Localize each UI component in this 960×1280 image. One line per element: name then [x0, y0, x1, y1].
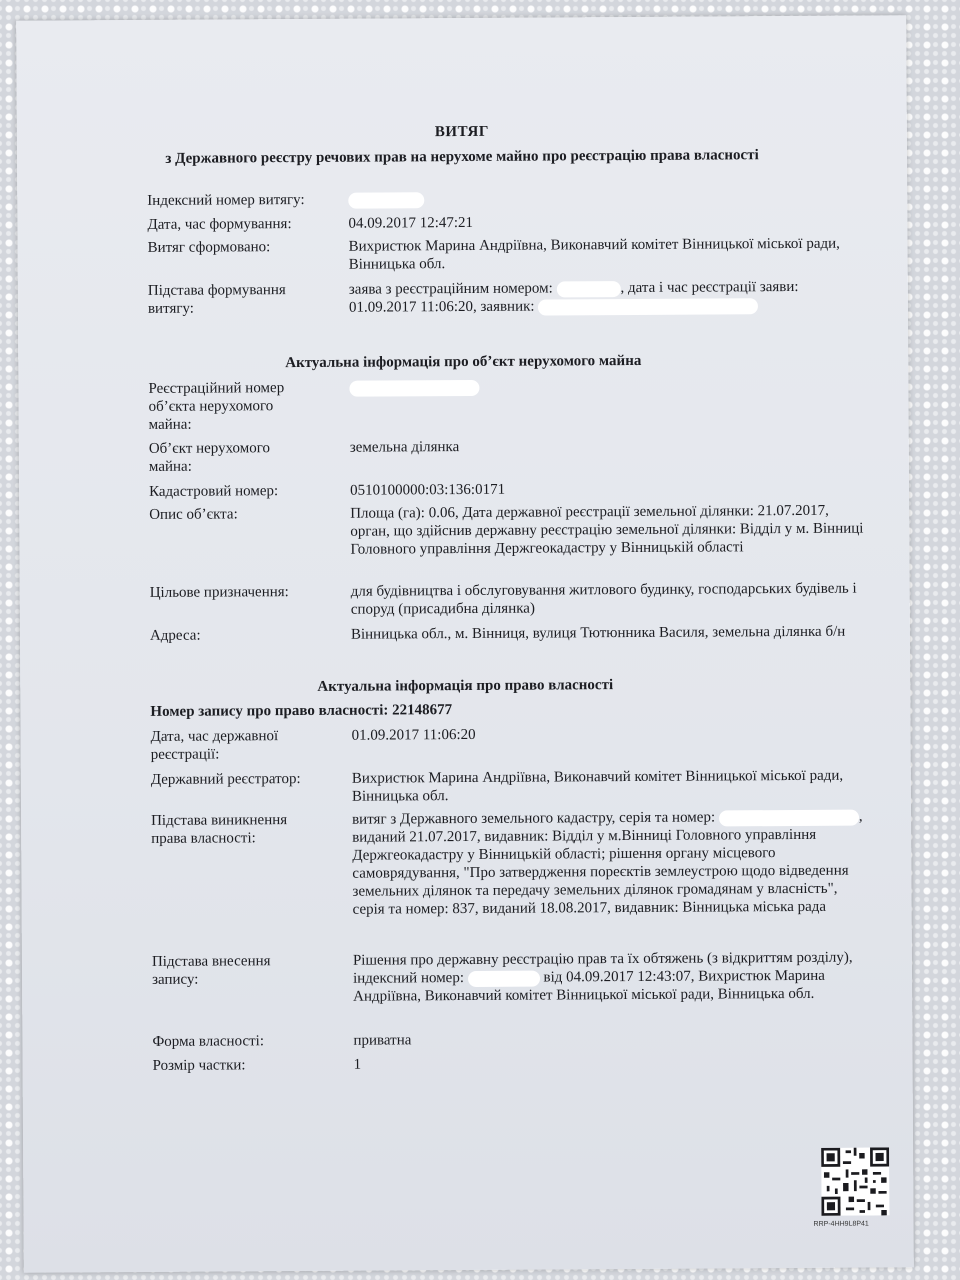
field-value: земельна ділянка	[349, 439, 460, 456]
value-part: заява з реєстраційним номером:	[348, 280, 557, 298]
field-label: Форма власності:	[152, 1033, 265, 1050]
value-part: Рішення про державну реєстрацію прав та їх обтяжень (з відкриттям розділу), індексний номер:	[352, 949, 853, 987]
field-object-type	[149, 436, 869, 480]
field-cadastral-number	[149, 479, 869, 503]
field-label: Витяг сформовано:	[147, 239, 271, 256]
field-label: Підстава формування витягу:	[147, 282, 286, 317]
redaction-mark	[468, 970, 540, 986]
field-value	[352, 808, 873, 919]
field-label: Об’єкт нерухомого майна:	[148, 440, 271, 475]
field-object-description	[149, 502, 869, 582]
field-value	[348, 188, 868, 209]
field-label: Підстава внесення запису:	[151, 953, 271, 988]
qr-code-caption: RRP-4HH9L8P41	[813, 1220, 869, 1228]
field-intended-purpose	[150, 580, 870, 624]
document-title: ВИТЯГ	[434, 123, 489, 141]
field-share-size	[153, 1053, 873, 1077]
value-part: витяг з Державного земельного кадастру, серія та номер:	[352, 809, 719, 828]
field-label: Реєстраційний номер об’єкта нерухомого майна:	[148, 380, 285, 433]
object-section-heading: Актуальна інформація про об’єкт нерухомого майна	[285, 352, 642, 372]
redaction-mark	[538, 298, 758, 315]
field-value: 0510100000:03:136:0171	[350, 481, 506, 499]
field-value: Вінницька обл., м. Вінниця, вулиця Тютюнника Василя, земельна ділянка б/н	[350, 623, 846, 643]
field-label: Дата, час формування:	[147, 216, 292, 233]
field-label: Підстава виникнення права власності:	[151, 812, 288, 847]
field-value: 04.09.2017 12:47:21	[348, 214, 474, 232]
field-formation-basis	[148, 278, 868, 322]
qr-code-icon	[821, 1147, 889, 1215]
field-label: Опис об’єкта:	[149, 506, 238, 523]
field-label: Індексний номер витягу:	[147, 191, 305, 209]
field-value	[349, 278, 869, 317]
field-value: приватна	[353, 1032, 412, 1049]
field-value	[349, 376, 869, 397]
field-formed-by	[148, 235, 868, 279]
redaction-mark	[719, 809, 859, 826]
field-label: Цільове призначення:	[149, 584, 289, 601]
field-state-registrar	[151, 767, 871, 811]
field-value: Вихристюк Марина Андріївна, Виконавчий комітет Вінницької міської ради, Вінницька обл.	[351, 767, 844, 805]
field-formed-datetime	[147, 212, 867, 236]
document-subtitle: з Державного реєстру речових прав на нерухоме майно про реєстрацію права власності	[165, 147, 759, 167]
field-address	[150, 623, 870, 667]
field-registration-datetime	[151, 724, 871, 768]
field-value: Вихристюк Марина Андріївна, Виконавчий комітет Вінницької міської ради, Вінницька обл.	[348, 235, 840, 273]
field-label: Розмір частки:	[152, 1057, 246, 1074]
field-label: Державний реєстратор:	[150, 771, 301, 788]
document-page	[16, 15, 914, 1272]
field-value: 01.09.2017 11:06:20	[351, 726, 476, 744]
field-label: Кадастровий номер:	[149, 483, 279, 500]
redaction-mark	[556, 281, 620, 297]
field-value: Площа (га): 0.06, Дата державної реєстрації земельної ділянки: 21.07.2017, орган, що здійснив державну реєстрацію земельної ділянки: Відділ у м. Вінниці Головного управління Держгеокадастру у Вінницькій області	[350, 502, 864, 558]
field-value: для будівництва і обслуговування житлового будинку, господарських будівель і споруд (присадибна ділянка)	[350, 580, 857, 618]
field-object-reg-number	[148, 376, 868, 438]
redaction-mark	[348, 192, 424, 208]
field-ownership-form	[152, 1029, 872, 1053]
field-extract-index	[147, 188, 867, 212]
ownership-section-heading: Актуальна інформація про право власності	[317, 677, 614, 695]
value-part: , дата і час реєстрації заяви: 01.09.2017 11:06:20, заявник:	[348, 278, 799, 316]
value-part: від 04.09.2017 12:43:07, Вихристюк Марина Андріївна, Виконавчий комітет Вінницької міської ради, Вінницька обл.	[353, 967, 825, 1005]
field-label: Адреса:	[149, 627, 201, 644]
field-ownership-basis	[151, 808, 872, 962]
ownership-record-number: Номер запису про право власності: 22148677	[150, 702, 453, 720]
field-entry-basis	[152, 949, 872, 1033]
field-value	[353, 949, 873, 1006]
value-part: , виданий 21.07.2017, видавник: Відділ у м.Вінниці Головного управління Держгеокадастру у Вінницькій області; рішення органу місцевого самоврядування, "Про затвердження пореєктів землеустрою щодо відведення земельних ділянок та передачу земельних ділянок громадянам у власність", серія та номер: 837, виданий 18.08.2017, видавник: Вінницька міська рада	[352, 808, 863, 918]
redaction-mark	[349, 379, 479, 396]
field-label: Дата, час державної реєстрації:	[150, 728, 279, 763]
field-value: 1	[353, 1056, 362, 1073]
